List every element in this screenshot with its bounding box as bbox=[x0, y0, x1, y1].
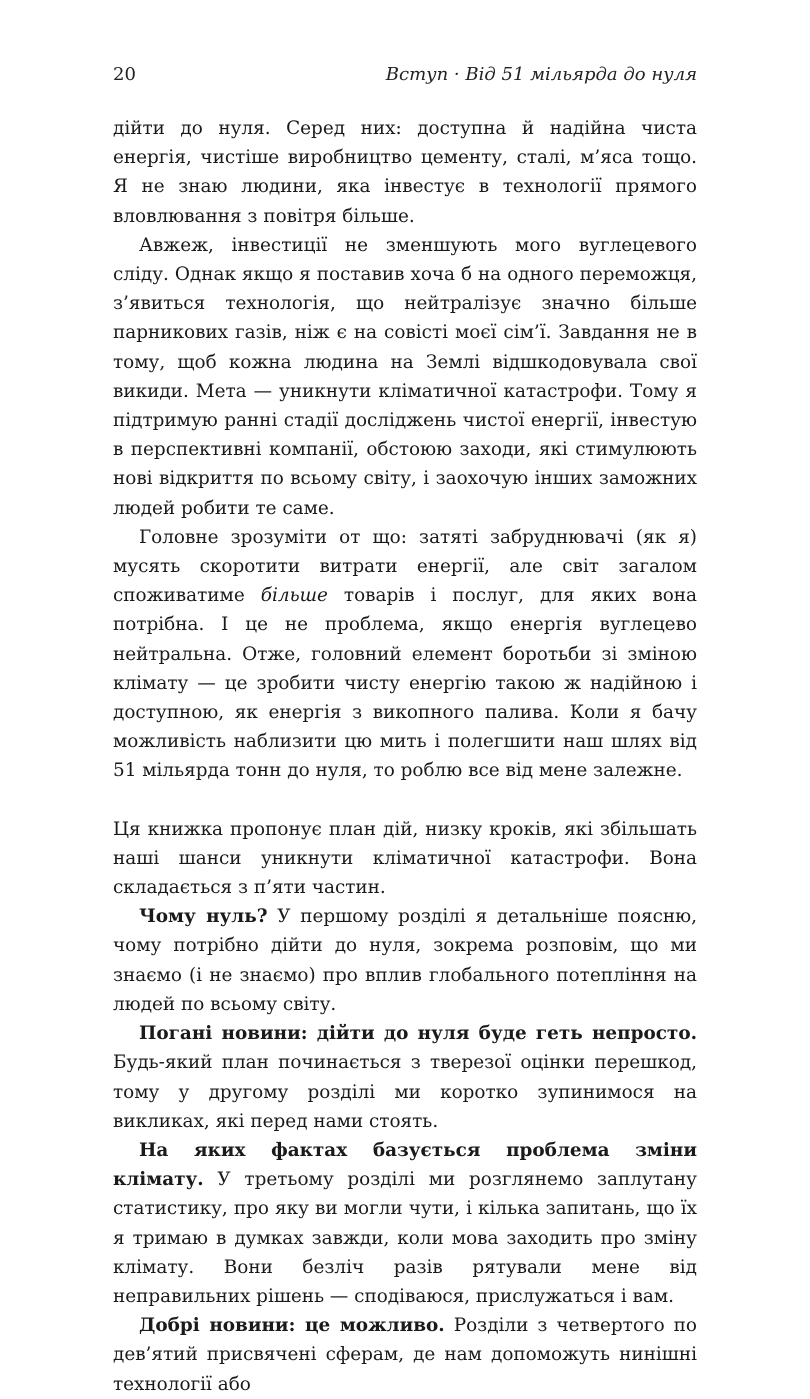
section-break bbox=[113, 786, 697, 815]
part-1-description bbox=[113, 902, 697, 1019]
part-3-heading: На яких фактах базується проблема зміни клімату. bbox=[113, 1139, 697, 1191]
paragraph-3-text-before: Головне зрозуміти от що: затяті забруднювачі (як я) мусять скоротити витрати енергії, але світ загалом споживатиме bbox=[113, 526, 697, 607]
part-3-description bbox=[113, 1136, 697, 1311]
part-2-description bbox=[113, 1019, 697, 1136]
part-4-heading: Добрі новини: це можливо. bbox=[139, 1315, 445, 1337]
part-2-text: Будь-який план починається з тверезої оцінки перешкод, тому у другому розділі ми коротко зупинимося на викликах, які перед нами стоять. bbox=[113, 1052, 697, 1132]
paragraph-3 bbox=[113, 523, 697, 786]
paragraph-1 bbox=[113, 114, 697, 231]
part-1-text: У першому розділі я детальніше поясню, чому потрібно дійти до нуля, зокрема розповім, що ми знаємо (і не знаємо) про вплив глобального потепління на людей по всьому світу. bbox=[113, 906, 698, 1015]
page-body bbox=[113, 114, 697, 1399]
part-4-text: Розділи з четвертого по дев’ятий присвячені сферам, де нам допоможуть нинішні технології або bbox=[113, 1315, 697, 1395]
paragraph-3-emphasis: більше bbox=[260, 585, 328, 607]
part-2-heading: Погані новини: дійти до нуля буде геть непросто. bbox=[139, 1023, 697, 1045]
page-number: 20 bbox=[113, 64, 136, 85]
part-4-description bbox=[113, 1311, 697, 1399]
paragraph-4 bbox=[113, 815, 697, 903]
paragraph-2-text: Авжеж, інвестиції не зменшують мого вуглецевого сліду. Однак якщо я поставив хоча б на одного переможця, з’явиться технологія, що нейтралізує значно більше парникових газів, ніж є на совісті моєї сім’ї. Завдання не в тому, щоб кожна людина на Землі відшкодовувала свої викиди. Мета — уникнути кліматичної катастрофи. Тому я підтримую ранні стадії досліджень чистої енергії, інвестую в перспективні компанії, обстоюю заходи, які стимулюють нові відкриття по всьому світу, і заохочую інших заможних людей робити те саме. bbox=[113, 234, 697, 519]
paragraph-2 bbox=[113, 231, 697, 523]
page-header bbox=[113, 64, 697, 90]
paragraph-3-text-after: товарів і послуг, для яких вона потрібна. І це не проблема, якщо енергія вуглецево нейтральна. Отже, головний елемент боротьби зі зміною клімату — це зробити чисту енергію такою ж надійною і доступною, як енергія з викопного палива. Коли я бачу можливість наблизити цю мить і полегшити наш шлях від 51 мільярда тонн до нуля, то роблю все від мене залежне. bbox=[113, 585, 698, 782]
part-3-text: У третьому розділі ми розглянемо заплутану статистику, про яку ви могли чути, і кілька запитань, що їх я тримаю в думках завжди, коли мова заходить про зміну клімату. Вони безліч разів рятували мене від неправильних рішень — сподіваюся, прислужаться і вам. bbox=[113, 1169, 697, 1307]
part-1-heading: Чому нуль? bbox=[139, 906, 268, 928]
paragraph-1-text: дійти до нуля. Серед них: доступна й надійна чиста енергія, чистіше виробництво цементу, сталі, м’яса тощо. Я не знаю людини, яка інвестує в технології прямого вловлювання з повітря більше. bbox=[113, 118, 697, 227]
running-head: Вступ · Від 51 мільярда до нуля bbox=[385, 64, 697, 85]
paragraph-4-text: Ця книжка пропонує план дій, низку кроків, які збільшать наші шанси уникнути кліматичної катастрофи. Вона складається з п’яти частин. bbox=[113, 818, 697, 899]
